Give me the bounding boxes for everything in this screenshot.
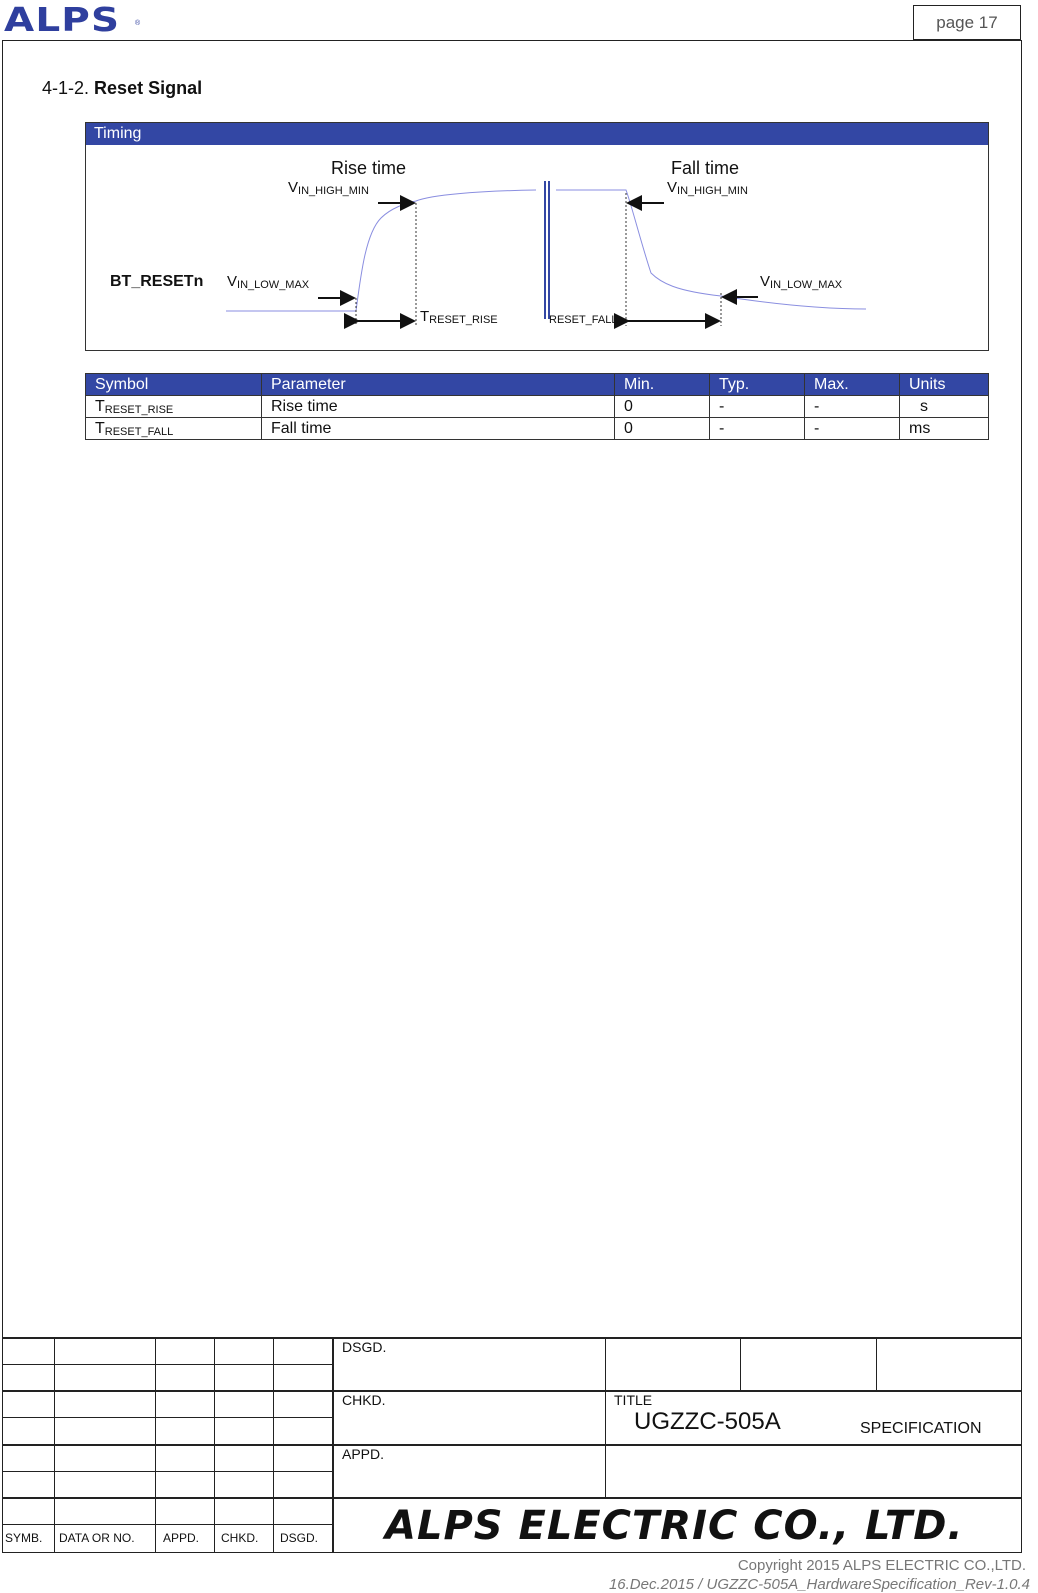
vin-low-label-fall: $V_{IN\_LOW\_MAX}$	[760, 273, 843, 291]
rise-waveform	[226, 190, 536, 311]
section-heading	[42, 78, 202, 99]
cell-max: -	[805, 418, 900, 440]
col-data-or-no: DATA OR NO.	[59, 1531, 135, 1545]
header-max: Max.	[805, 374, 900, 396]
model-number: UGZZC-505A	[634, 1408, 781, 1435]
alps-logo: ALPS	[4, 0, 121, 39]
fall-time-title: Fall time	[671, 158, 740, 178]
cell-max: -	[805, 396, 900, 418]
header-typ: Typ.	[710, 374, 805, 396]
section-number: 4-1-2.	[42, 78, 90, 98]
dsgd-label: DSGD.	[342, 1339, 387, 1355]
header-symbol: Symbol	[86, 374, 262, 396]
cell-min: 0	[615, 418, 710, 440]
copyright-text: Copyright 2015 ALPS ELECTRIC CO.,LTD.	[737, 1557, 1026, 1574]
fall-waveform	[556, 190, 866, 309]
col-symb: SYMB.	[5, 1531, 43, 1545]
cell-typ: -	[710, 418, 805, 440]
section-title: Reset Signal	[94, 78, 203, 98]
cell-parameter: Rise time	[262, 396, 615, 418]
table-row	[86, 396, 989, 418]
document-reference: 16.Dec.2015 / UGZZC-505A_HardwareSpecification_Rev-1.0.4	[608, 1576, 1030, 1593]
vin-low-label-rise: $V_{IN\_LOW\_MAX}$	[227, 273, 310, 291]
cell-symbol: $T_{RESET\_RISE}$	[86, 396, 262, 418]
header-parameter: Parameter	[262, 374, 615, 396]
t-reset-rise-label: $T_{RESET\_RISE}$	[420, 308, 498, 326]
cell-typ: -	[710, 396, 805, 418]
vin-high-label-fall: $V_{IN\_HIGH\_MIN}$	[667, 179, 748, 197]
signal-name: BT_RESETn	[110, 273, 204, 290]
appd-label: APPD.	[342, 1446, 385, 1462]
page-number: page 17	[913, 5, 1021, 40]
rise-time-title: Rise time	[331, 158, 407, 178]
t-reset-fall-label: RESET_FALL	[549, 314, 618, 326]
cell-min: 0	[615, 396, 710, 418]
parameter-table	[85, 373, 989, 440]
title-label: TITLE	[614, 1392, 653, 1408]
cell-parameter: Fall time	[262, 418, 615, 440]
vin-high-label-rise: $V_{IN\_HIGH\_MIN}$	[288, 179, 369, 197]
spec-label: SPECIFICATION	[860, 1420, 982, 1437]
company-name: ALPS ELECTRIC CO., LTD.	[385, 1503, 964, 1549]
chkd-label: CHKD.	[342, 1392, 386, 1408]
col-dsgd: DSGD.	[280, 1531, 319, 1545]
col-appd: APPD.	[163, 1531, 200, 1545]
col-chkd: CHKD.	[221, 1531, 259, 1545]
header-units: Units	[900, 374, 989, 396]
registered-mark: ®	[135, 20, 141, 27]
timing-header: Timing	[86, 123, 988, 145]
cell-units: ms	[900, 418, 989, 440]
cell-units: s	[900, 396, 989, 418]
cell-symbol: $T_{RESET\_FALL}$	[86, 418, 262, 440]
header-min: Min.	[615, 374, 710, 396]
timing-waveform	[86, 123, 990, 352]
timing-diagram	[85, 122, 989, 351]
table-header-row	[86, 374, 989, 396]
table-row	[86, 418, 989, 440]
